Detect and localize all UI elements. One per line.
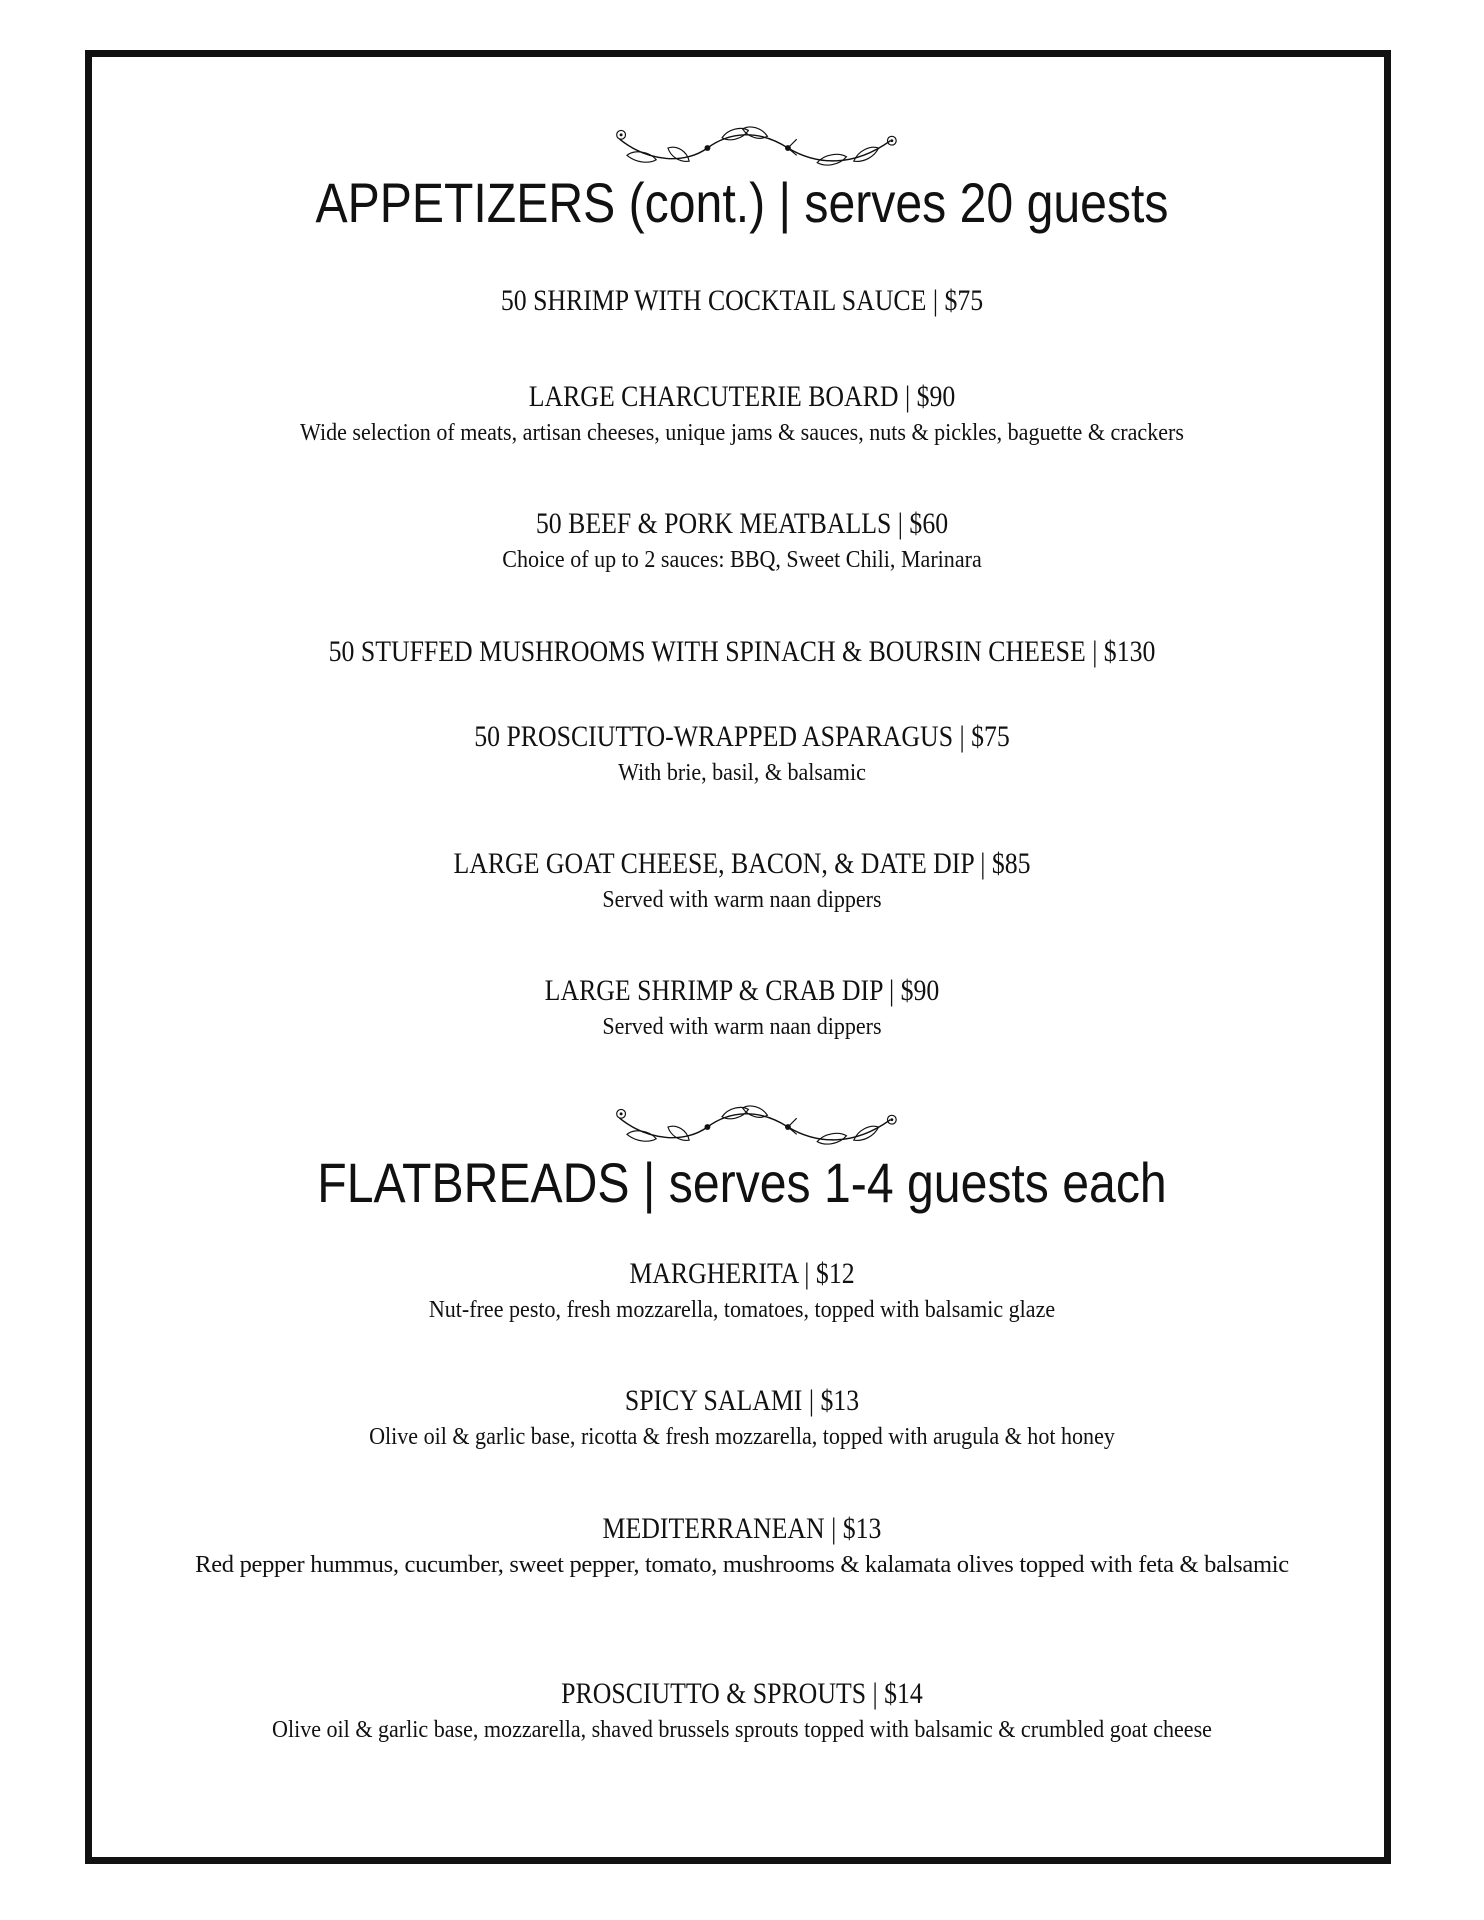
menu-item — [92, 1510, 1392, 1582]
menu-item — [92, 845, 1392, 917]
item-description: Olive oil & garlic base, mozzarella, shaved brussels sprouts topped with balsamic & crumbled goat cheese — [272, 1715, 1212, 1743]
menu-item — [92, 1675, 1392, 1747]
section-title-appetizers: APPETIZERS (cont.) | serves 20 guests — [315, 171, 1169, 234]
item-name: 50 SHRIMP WITH COCKTAIL SAUCE | $75 — [500, 284, 984, 317]
menu-item — [92, 1255, 1392, 1327]
item-description: With brie, basil, & balsamic — [618, 758, 866, 786]
item-description: Red pepper hummus, cucumber, sweet pepper, tomato, mushrooms & kalamata olives topped with feta & balsamic — [195, 1550, 1289, 1578]
item-description: Wide selection of meats, artisan cheeses, unique jams & sauces, nuts & pickles, baguette & crackers — [300, 418, 1184, 446]
item-description: Olive oil & garlic base, ricotta & fresh mozzarella, topped with arugula & hot honey — [369, 1422, 1115, 1450]
menu-item — [92, 633, 1392, 671]
item-name: 50 BEEF & PORK MEATBALLS | $60 — [535, 507, 949, 540]
item-name: LARGE SHRIMP & CRAB DIP | $90 — [544, 974, 940, 1007]
item-name: 50 STUFFED MUSHROOMS WITH SPINACH & BOURSIN CHEESE | $130 — [328, 635, 1156, 668]
menu-item — [92, 505, 1392, 577]
menu-item — [92, 378, 1392, 450]
menu-item — [92, 718, 1392, 790]
item-name: PROSCIUTTO & SPROUTS | $14 — [561, 1677, 923, 1710]
item-description: Served with warm naan dippers — [602, 1012, 882, 1040]
floral-vine-icon — [605, 1097, 905, 1157]
item-name: LARGE CHARCUTERIE BOARD | $90 — [528, 380, 956, 413]
section-title-flatbreads: FLATBREADS | serves 1-4 guests each — [317, 1151, 1167, 1214]
menu-item — [92, 282, 1392, 320]
menu-border — [85, 50, 1391, 1864]
item-name: LARGE GOAT CHEESE, BACON, & DATE DIP | $85 — [453, 847, 1031, 880]
menu-item — [92, 972, 1392, 1044]
item-name: MEDITERRANEAN | $13 — [602, 1512, 882, 1545]
item-description: Nut-free pesto, fresh mozzarella, tomatoes, topped with balsamic glaze — [428, 1295, 1056, 1323]
floral-vine-icon — [605, 118, 905, 178]
item-description: Choice of up to 2 sauces: BBQ, Sweet Chili, Marinara — [502, 545, 982, 573]
item-description: Served with warm naan dippers — [602, 885, 882, 913]
menu-item — [92, 1382, 1392, 1454]
item-name: SPICY SALAMI | $13 — [624, 1384, 860, 1417]
item-name: 50 PROSCIUTTO-WRAPPED ASPARAGUS | $75 — [474, 720, 1010, 753]
item-name: MARGHERITA | $12 — [629, 1257, 855, 1290]
